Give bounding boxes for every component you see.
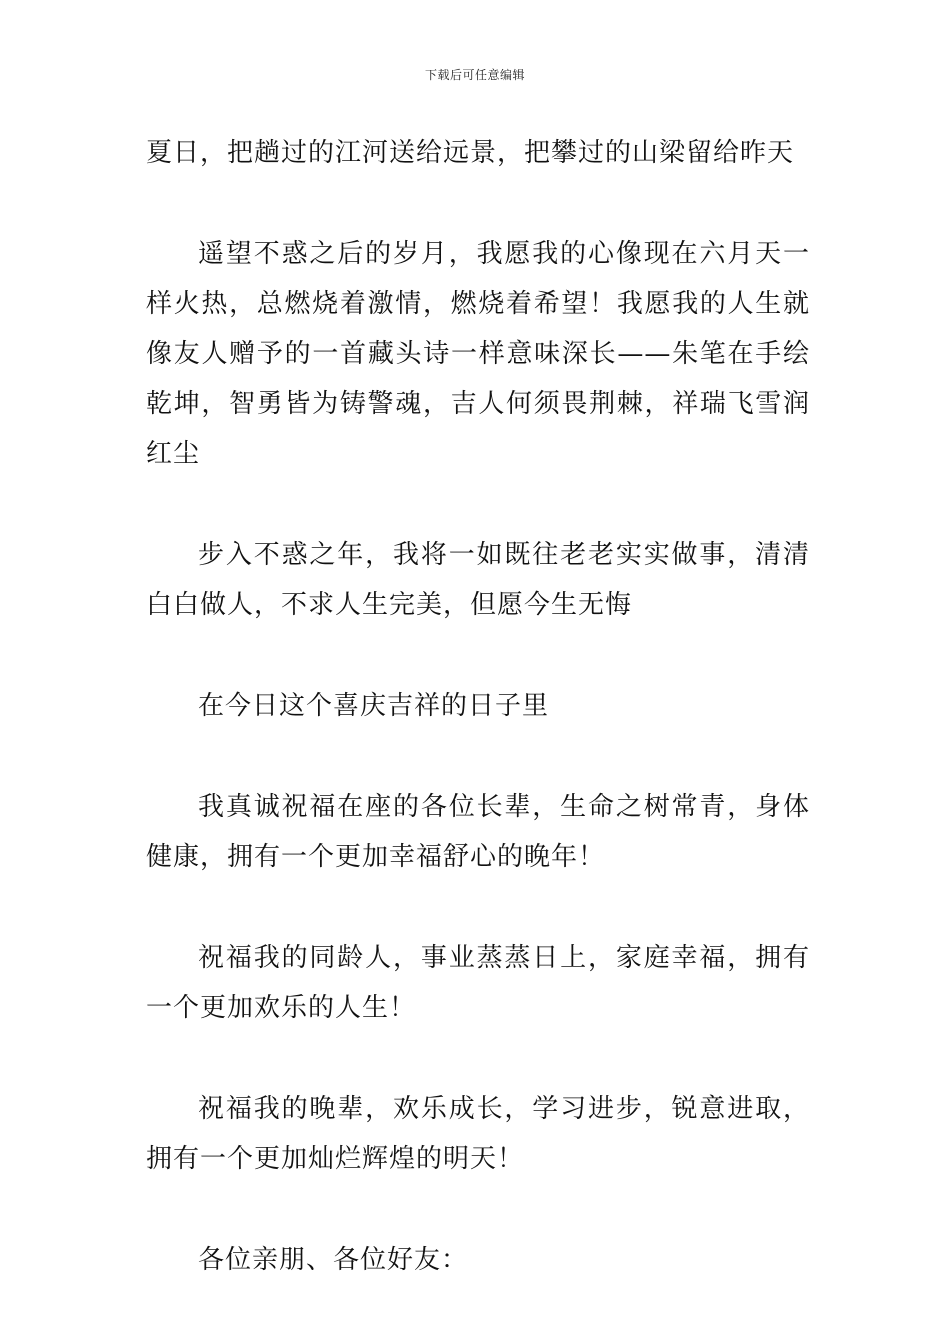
paragraph-8: 各位亲朋、各位好友： [198, 1245, 469, 1275]
paragraph-1: 夏日，把趟过的江河送给远景，把攀过的山梁留给昨天 [146, 138, 795, 168]
paragraph-3: 步入不惑之年，我将一如既往老老实实做事，清清白白做人，不求人生完美，但愿今生无悔 [146, 540, 810, 620]
document-body [146, 128, 810, 1336]
paragraph-7: 祝福我的晚辈，欢乐成长，学习进步，锐意进取，拥有一个更加灿烂辉煌的明天！ [146, 1094, 810, 1174]
paragraph-5: 我真诚祝福在座的各位长辈，生命之树常青，身体健康，拥有一个更加幸福舒心的晚年！ [146, 792, 810, 872]
paragraph-2: 遥望不惑之后的岁月，我愿我的心像现在六月天一样火热，总燃烧着激情，燃烧着希望！我愿我的人生就像友人赠予的一首藏头诗一样意味深长——朱笔在手绘乾坤，智勇皆为铸警魂，吉人何须畏荆棘，祥瑞飞雪润红尘 [146, 239, 810, 469]
page-header: 下载后可任意编辑 [424, 68, 525, 82]
paragraph-6: 祝福我的同龄人，事业蒸蒸日上，家庭幸福，拥有一个更加欢乐的人生！ [146, 943, 810, 1023]
paragraph-4: 在今日这个喜庆吉祥的日子里 [198, 691, 550, 721]
